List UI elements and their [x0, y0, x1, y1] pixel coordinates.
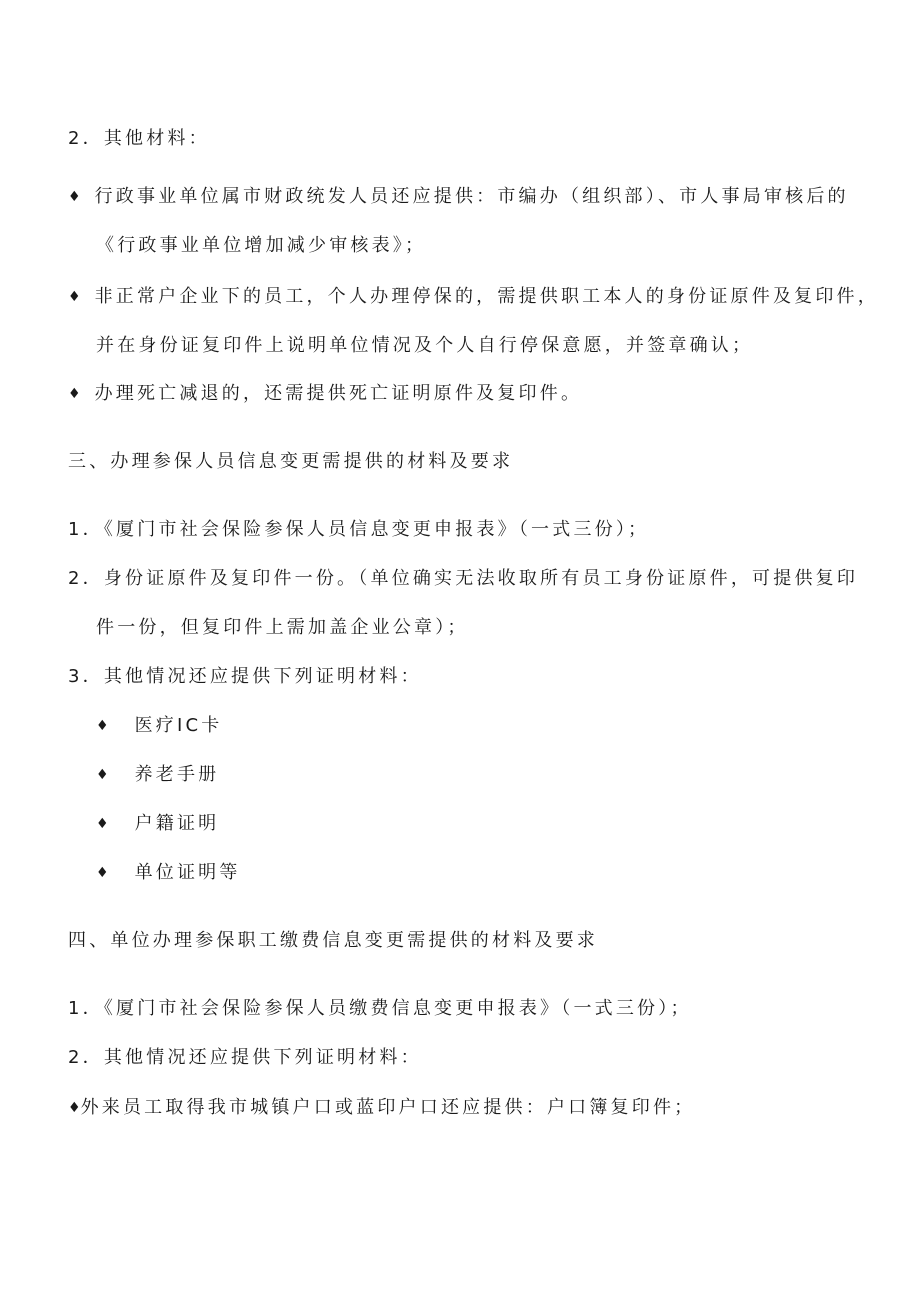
diamond-bullet-icon: ♦ [96, 816, 109, 832]
sub-list-item [96, 861, 241, 885]
sub-list-item-text: 医疗IC卡 [134, 715, 223, 736]
sub-list-item [96, 763, 219, 787]
diamond-bullet-icon: ♦ [68, 1100, 81, 1116]
diamond-bullet-icon: ♦ [96, 767, 109, 783]
list-item-continuation: 并在身份证复印件上说明单位情况及个人自行停保意愿，并签章确认； [96, 335, 754, 356]
numbered-item-1: 1．《厦门市社会保险参保人员缴费信息变更申报表》（一式三份）； [68, 998, 692, 1019]
sub-list-item-text: 单位证明等 [134, 862, 241, 883]
numbered-item-2-continuation: 件一份，但复印件上需加盖企业公章）； [96, 617, 469, 638]
numbered-item-1: 1．《厦门市社会保险参保人员信息变更申报表》（一式三份）； [68, 519, 650, 540]
diamond-bullet-icon: ♦ [68, 189, 81, 205]
section-title-4: 四、单位办理参保职工缴费信息变更需提供的材料及要求 [68, 930, 598, 951]
list-item-text: 行政事业单位属市财政统发人员还应提供：市编办（组织部）、市人事局审核后的 [94, 186, 849, 207]
diamond-bullet-icon: ♦ [96, 718, 109, 734]
numbered-item-3: 3．其他情况还应提供下列证明材料： [68, 666, 422, 687]
numbered-item-2: 2．其他情况还应提供下列证明材料： [68, 1047, 422, 1068]
sub-list-item-text: 户籍证明 [134, 813, 220, 834]
sub-list-item [96, 714, 222, 738]
section-title-3: 三、办理参保人员信息变更需提供的材料及要求 [68, 451, 514, 472]
list-item [68, 285, 879, 309]
diamond-bullet-icon: ♦ [68, 386, 81, 402]
list-item [68, 1096, 695, 1120]
list-item [68, 382, 582, 406]
diamond-bullet-icon: ♦ [68, 289, 81, 305]
list-item [68, 185, 849, 209]
list-item-text: 办理死亡减退的，还需提供死亡证明原件及复印件。 [94, 383, 583, 404]
list-item-continuation: 《行政事业单位增加减少审核表》； [96, 235, 427, 256]
diamond-bullet-icon: ♦ [96, 865, 109, 881]
sub-list-item-text: 养老手册 [134, 764, 220, 785]
subsection-heading-other-materials: 2．其他材料： [68, 128, 210, 149]
list-item-text: 非正常户企业下的员工，个人办理停保的，需提供职工本人的身份证原件及复印件， [94, 286, 879, 307]
sub-list-item [96, 812, 219, 836]
list-item-text: 外来员工取得我市城镇户口或蓝印户口还应提供：户口簿复印件； [80, 1097, 696, 1118]
numbered-item-2: 2．身份证原件及复印件一份。（单位确实无法收取所有员工身份证原件，可提供复印 [68, 568, 859, 589]
